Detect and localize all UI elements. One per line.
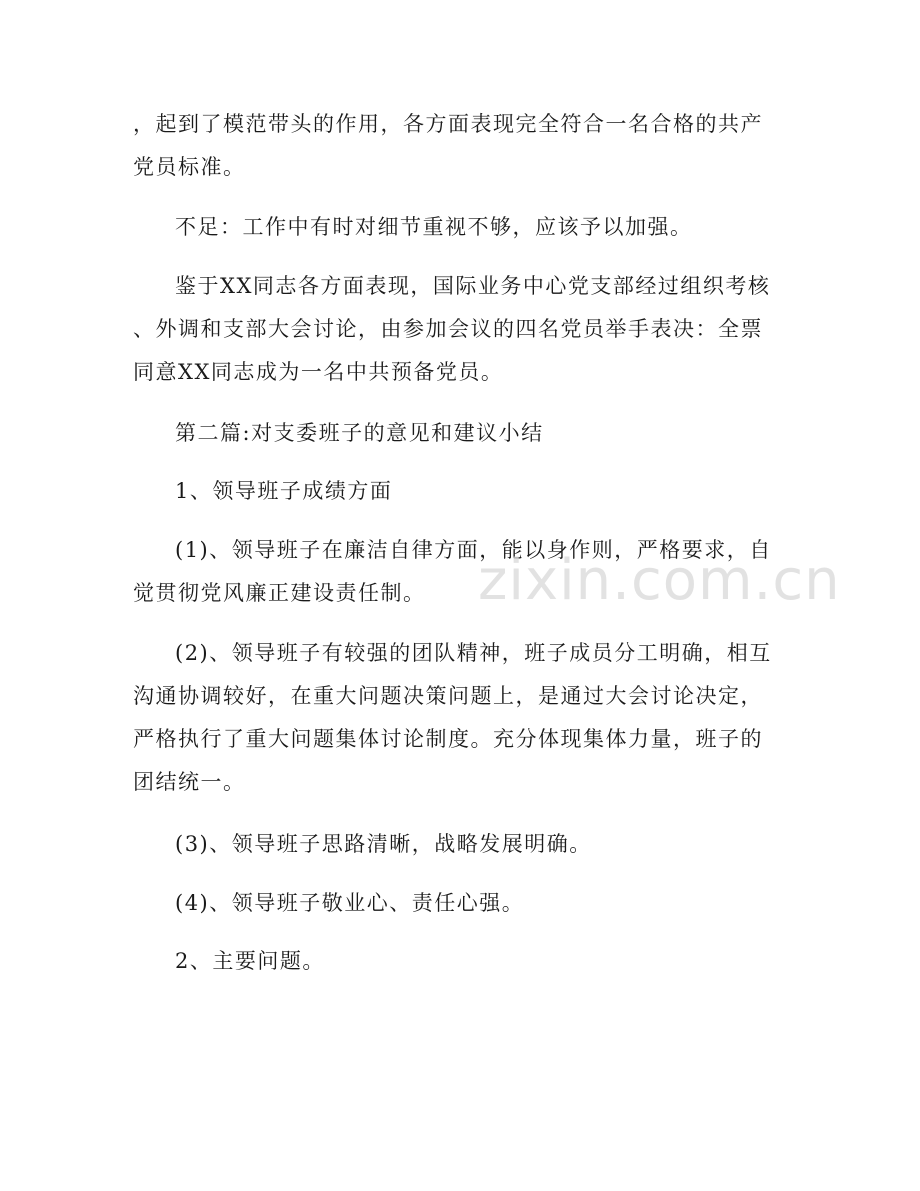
text-line: 2、主要问题。 [175, 949, 325, 973]
text-line: 沟通协调较好，在重大问题决策问题上，是通过大会讨论决定， [133, 684, 763, 708]
text-line: (1)、领导班子在廉洁自律方面，能以身作则，严格要求，自 [175, 538, 772, 562]
text-line: (4)、领导班子敬业心、责任心强。 [175, 891, 525, 915]
list-heading-problems [133, 940, 845, 983]
text-line: 同意XX同志成为一名中共预备党员。 [133, 360, 504, 384]
text-line: 党员标准。 [133, 155, 246, 179]
list-item-4 [133, 882, 845, 925]
text-line: 严格执行了重大问题集体讨论制度。充分体现集体力量，班子的 [133, 727, 763, 751]
text-line: 觉贯彻党风廉正建设责任制。 [133, 581, 426, 605]
list-item-2 [133, 632, 803, 804]
text-line: 、外调和支部大会讨论，由参加会议的四名党员举手表决：全票 [133, 317, 763, 341]
list-item-3 [133, 823, 845, 866]
text-line: 第二篇:对支委班子的意见和建议小结 [175, 421, 544, 445]
text-line: 团结统一。 [133, 770, 246, 794]
text-line: 1、领导班子成绩方面 [175, 479, 393, 503]
paragraph-vote-result [133, 265, 803, 394]
text-line: (2)、领导班子有较强的团队精神，班子成员分工明确，相互 [175, 641, 772, 665]
paragraph-shortcomings [133, 206, 845, 249]
section-title [133, 412, 845, 455]
text-line: ，起到了模范带头的作用，各方面表现完全符合一名合格的共产 [133, 112, 763, 136]
text-line: (3)、领导班子思路清晰，战略发展明确。 [175, 832, 592, 856]
list-heading-achievements [133, 470, 845, 513]
text-line: 鉴于XX同志各方面表现，国际业务中心党支部经过组织考核 [175, 274, 771, 298]
text-line: 不足：工作中有时对细节重视不够，应该予以加强。 [175, 215, 693, 239]
watermark: zixin.com.cn [478, 548, 841, 613]
paragraph-conclusion [133, 103, 803, 189]
